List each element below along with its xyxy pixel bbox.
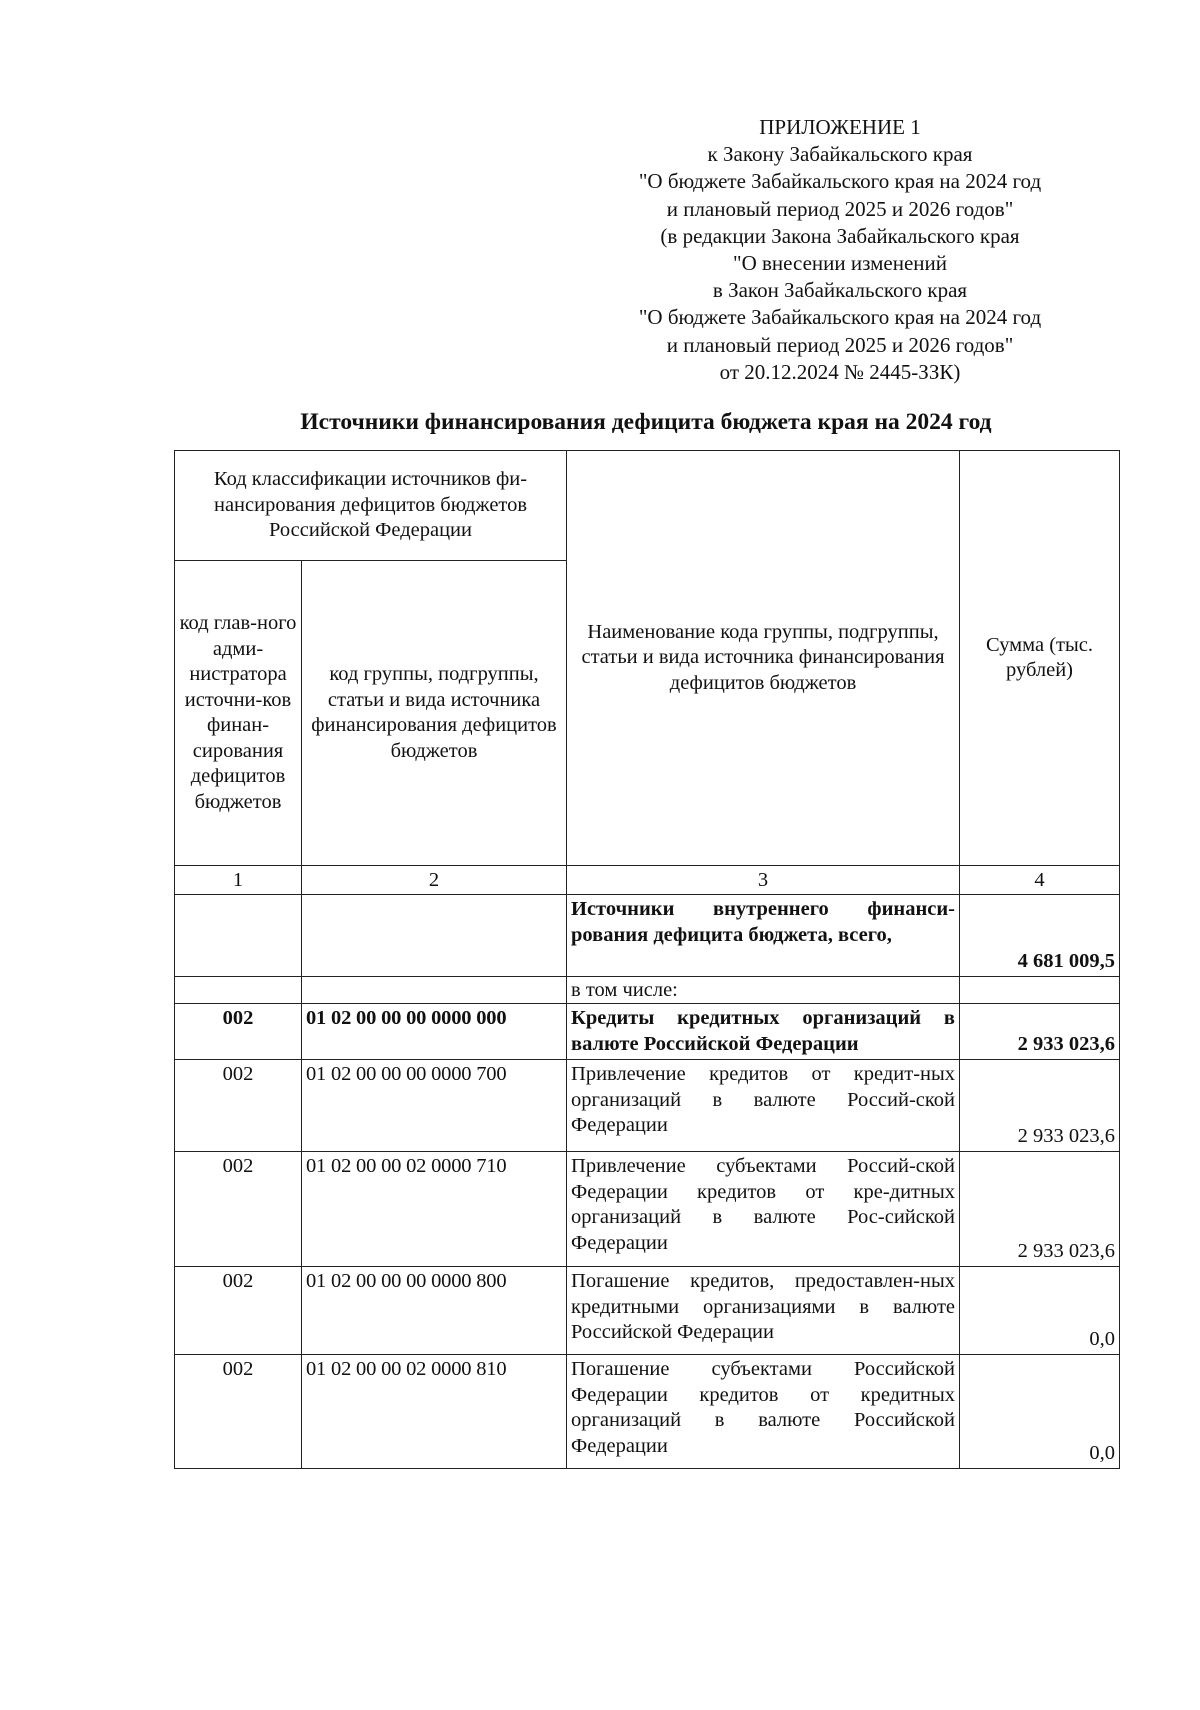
appendix-line: "О бюджете Забайкальского края на 2024 год xyxy=(638,305,1042,330)
header-name-column: Наименование кода группы, подгруппы, статьи и вида источника финансирования дефицитов бюджетов xyxy=(567,451,960,866)
document-title: Источники финансирования дефицита бюджета края на 2024 год xyxy=(300,409,992,435)
cell-source-code xyxy=(302,977,567,1004)
table-row xyxy=(175,1060,1120,1152)
cell-source-code: 01 02 00 00 00 0000 800 xyxy=(302,1267,567,1355)
appendix-line: от 20.12.2024 № 2445-ЗЗК) xyxy=(719,359,961,384)
column-number-row xyxy=(175,866,1120,895)
appendix-line: к Закону Забайкальского края xyxy=(707,142,973,167)
cell-admin-code: 002 xyxy=(175,1355,302,1469)
cell-amount: 2 933 023,6 xyxy=(960,1060,1120,1152)
financing-sources-table xyxy=(174,450,1120,1469)
cell-admin-code xyxy=(175,895,302,977)
column-number: 4 xyxy=(960,866,1120,895)
cell-amount: 0,0 xyxy=(960,1267,1120,1355)
cell-amount xyxy=(960,977,1120,1004)
cell-admin-code: 002 xyxy=(175,1060,302,1152)
appendix-line: "О бюджете Забайкальского края на 2024 год xyxy=(638,169,1042,194)
header-admin-code-column: код глав-ного адми-нистратора источни-ков финан-сирования дефицитов бюджетов xyxy=(175,561,302,866)
column-number: 3 xyxy=(567,866,960,895)
cell-source-name: в том числе: xyxy=(567,977,960,1004)
appendix-block xyxy=(590,114,1090,386)
header-amount-column: Сумма (тыс. рублей) xyxy=(960,451,1120,866)
table-row xyxy=(175,1267,1120,1355)
cell-amount: 4 681 009,5 xyxy=(960,895,1120,977)
cell-source-name: Привлечение субъектами Россий-ской Федерации кредитов от кре-дитных организаций в валюте Рос-сийской Федерации xyxy=(567,1152,960,1267)
appendix-line: ПРИЛОЖЕНИЕ 1 xyxy=(759,115,921,139)
appendix-line: (в редакции Закона Забайкальского края xyxy=(660,223,1020,248)
cell-source-code: 01 02 00 00 00 0000 000 xyxy=(302,1004,567,1060)
cell-source-name: Источники внутреннего финанси-рования дефицита бюджета, всего, xyxy=(567,895,960,977)
cell-source-code: 01 02 00 00 02 0000 810 xyxy=(302,1355,567,1469)
cell-admin-code: 002 xyxy=(175,1152,302,1267)
cell-amount: 2 933 023,6 xyxy=(960,1004,1120,1060)
cell-amount: 0,0 xyxy=(960,1355,1120,1469)
table-row xyxy=(175,1355,1120,1469)
cell-amount: 2 933 023,6 xyxy=(960,1152,1120,1267)
cell-admin-code xyxy=(175,977,302,1004)
table-row-including xyxy=(175,977,1120,1004)
header-row-top xyxy=(175,451,1120,561)
cell-source-code xyxy=(302,895,567,977)
column-number: 2 xyxy=(302,866,567,895)
table-row-total xyxy=(175,895,1120,977)
table-row xyxy=(175,1004,1120,1060)
cell-source-name: Привлечение кредитов от кредит-ных организаций в валюте Россий-ской Федерации xyxy=(567,1060,960,1152)
header-group-code-column: код группы, подгруппы, статьи и вида источника финансирования дефицитов бюджетов xyxy=(302,561,567,866)
header-classification-group: Код классификации источников фи-нансирования дефицитов бюджетов Российской Федерации xyxy=(175,451,567,561)
cell-source-name: Кредиты кредитных организаций в валюте Российской Федерации xyxy=(567,1004,960,1060)
appendix-line: и плановый период 2025 и 2026 годов" xyxy=(666,196,1014,221)
cell-source-code: 01 02 00 00 02 0000 710 xyxy=(302,1152,567,1267)
cell-admin-code: 002 xyxy=(175,1004,302,1060)
appendix-line: в Закон Забайкальского края xyxy=(712,278,968,303)
column-number: 1 xyxy=(175,866,302,895)
cell-admin-code: 002 xyxy=(175,1267,302,1355)
cell-source-name: Погашение субъектами Российской Федерации кредитов от кредитных организаций в валюте Российской Федерации xyxy=(567,1355,960,1469)
table-row xyxy=(175,1152,1120,1267)
cell-source-name: Погашение кредитов, предоставлен-ных кредитными организациями в валюте Российской Федерации xyxy=(567,1267,960,1355)
appendix-line: "О внесении изменений xyxy=(733,251,947,276)
cell-source-code: 01 02 00 00 00 0000 700 xyxy=(302,1060,567,1152)
appendix-line: и плановый период 2025 и 2026 годов" xyxy=(666,332,1014,357)
